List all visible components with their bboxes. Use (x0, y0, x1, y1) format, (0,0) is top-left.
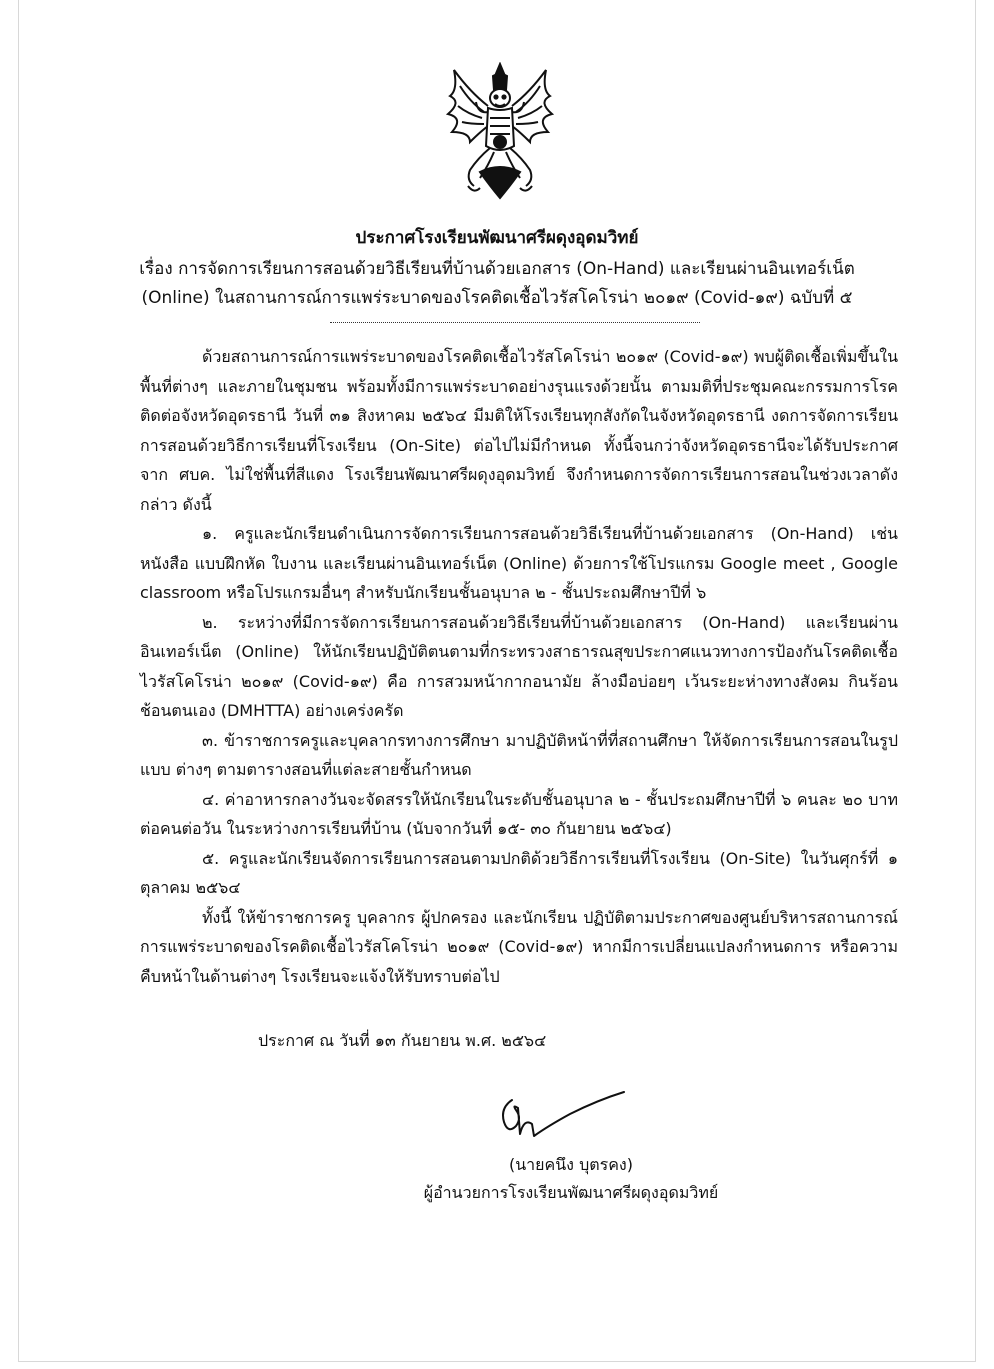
dotted-divider (330, 322, 700, 323)
intro-paragraph: ด้วยสถานการณ์การแพร่ระบาดของโรคติดเชื้อไวรัสโคโรน่า ๒๐๑๙ (Covid-๑๙) พบผู้ติดเชื้อเพิ่มขึ้นในพื้นที่ต่างๆ และภายในชุมชน พร้อมทั้งมีการแพร่ระบาดอย่างรุนแรงด้วยนั้น ตามมติที่ประชุมคณะกรรมการโรคติดต่อจังหวัดอุดรธานี วันที่ ๓๑ สิงหาคม ๒๕๖๔ มีมติให้โรงเรียนทุกสังกัดในจังหวัดอุดรธานี งดการจัดการเรียนการสอนด้วยวิธีการเรียนที่โรงเรียน (On-Site) ต่อไปไม่มีกำหนด ทั้งนี้จนกว่าจังหวัดอุดรธานีจะได้รับประกาศจาก ศบค. ไม่ใช่พื้นที่สีแดง โรงเรียนพัฒนาศรีผดุงอุดมวิทย์ จึงกำหนดการจัดการเรียนการสอนในช่วงเวลาดังกล่าว ดังนี้ (140, 347, 898, 514)
signer-name: (นายคนึง บุตรคง) (509, 1155, 633, 1174)
item-4: ๔. ค่าอาหารกลางวันจะจัดสรรให้นักเรียนในระดับชั้นอนุบาล ๒ - ชั้นประถมศึกษาปีที่ ๖ คนละ ๒๐ บาท ต่อคนต่อวัน ในระหว่างการเรียนที่บ้าน (นับจากวันที่ ๑๕- ๓๐ กันยายน ๒๕๖๔) (140, 789, 898, 838)
item-2: ๒. ระหว่างที่มีการจัดการเรียนการสอนด้วยวิธีเรียนที่บ้านด้วยเอกสาร (On-Hand) และเรียนผ่านอินเทอร์เน็ต (Online) ให้นักเรียนปฏิบัติตนตามที่กระทรวงสาธารณสุขประกาศแนวทางการป้องกันโรคติดเชื้อไวรัสโคโรน่า ๒๐๑๙ (Covid-๑๙) คือ การสวมหน้ากากอนามัย ล้างมือบ่อยๆ เว้นระยะห่างทางสังคม กินร้อน ช้อนตนเอง (DMHTTA) อย่างเคร่งครัด (140, 612, 898, 720)
handwritten-signature (498, 1088, 628, 1148)
item-1: ๑. ครูและนักเรียนดำเนินการจัดการเรียนการสอนด้วยวิธีเรียนที่บ้านด้วยเอกสาร (On-Hand) เช่น หนังสือ แบบฝึกหัด ใบงาน และเรียนผ่านอินเทอร์เน็ต (Online) ด้วยการใช้โปรแกรม Google meet , Google classroom หรือโปรแกรมอื่นๆ สำหรับนักเรียนชั้นอนุบาล ๒ - ชั้นประถมศึกษาปีที่ ๖ (140, 524, 898, 602)
subject-line-1: เรื่อง การจัดการเรียนการสอนด้วยวิธีเรียนที่บ้านด้วยเอกสาร (On-Hand) และเรียนผ่านอินเทอร์เน็ต (139, 259, 855, 279)
announcement-subject (0, 255, 994, 313)
signer-title: ผู้อำนวยการโรงเรียนพัฒนาศรีผดุงอุดมวิทย์ (423, 1183, 719, 1202)
closing-paragraph: ทั้งนี้ ให้ข้าราชการครู บุคลากร ผู้ปกครอง และนักเรียน ปฏิบัติตามประกาศของศูนย์บริหารสถานการณ์การแพร่ระบาดของโรคติดเชื้อไวรัสโคโรน่า ๒๐๑๙ (Covid-๑๙) หากมีการเปลี่ยนแปลงกำหนดการ หรือความคืบหน้าในด้านต่างๆ โรงเรียนจะแจ้งให้รับทราบต่อไป (140, 907, 898, 986)
item-5: ๕. ครูและนักเรียนจัดการเรียนการสอนตามปกติด้วยวิธีการเรียนที่โรงเรียน (On-Site) ในวันศุกร์ที่ ๑ ตุลาคม ๒๕๖๔ (140, 848, 898, 897)
garuda-emblem-icon (440, 62, 560, 200)
announcement-date: ประกาศ ณ วันที่ ๑๓ กันยายน พ.ศ. ๒๕๖๔ (258, 1031, 547, 1050)
announcement-title: ประกาศโรงเรียนพัฒนาศรีผดุงอุดมวิทย์ (355, 228, 639, 248)
subject-line-2: (Online) ในสถานการณ์การแพร่ระบาดของโรคติดเชื้อไวรัสโคโรน่า ๒๐๑๙ (Covid-๑๙) ฉบับที่ ๕ (141, 288, 853, 308)
announcement-body (140, 342, 898, 991)
item-3: ๓. ข้าราชการครูและบุคลากรทางการศึกษา มาปฏิบัติหน้าที่ที่สถานศึกษา ให้จัดการเรียนการสอนในรูปแบบ ต่างๆ ตามตารางสอนที่แต่ละสายชั้นกำหนด (140, 730, 898, 779)
